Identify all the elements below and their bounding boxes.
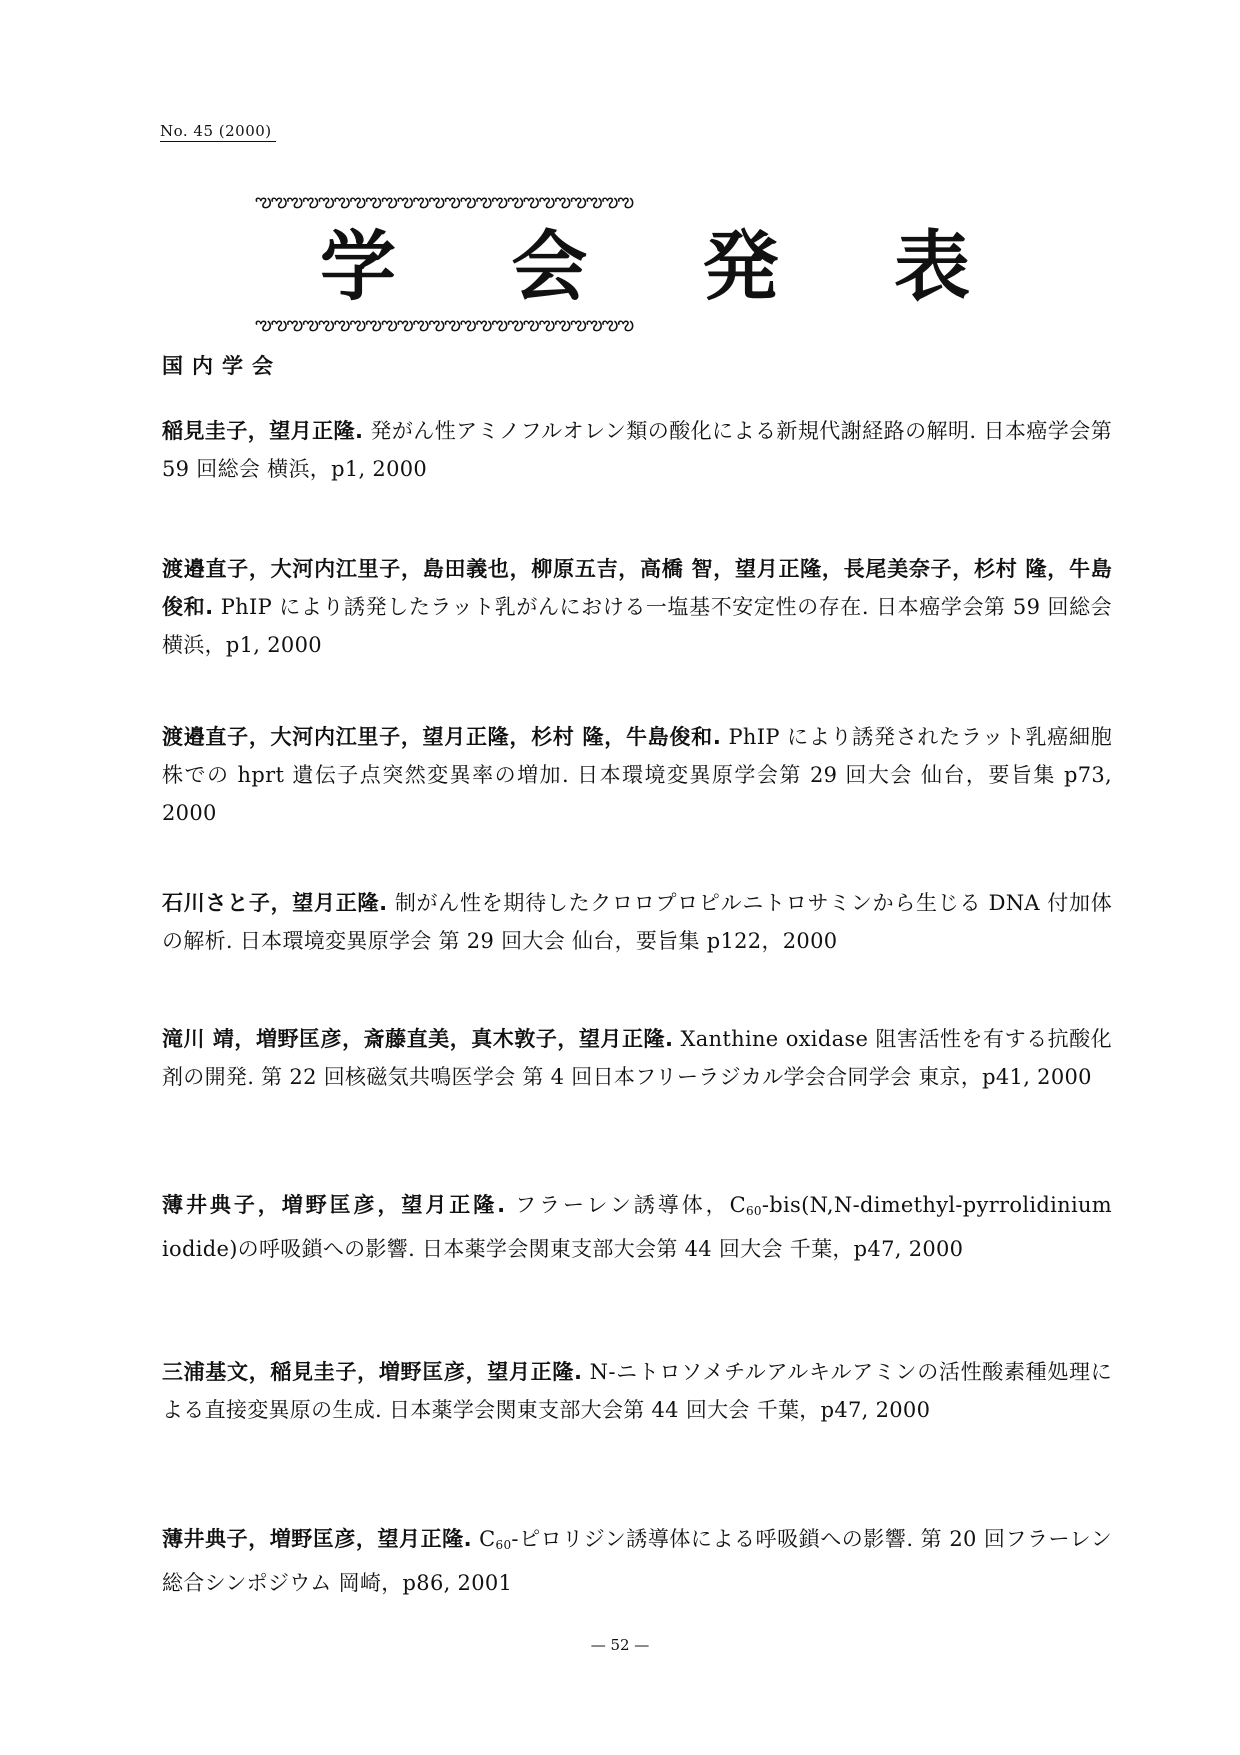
publication-entry [162, 1520, 1112, 1602]
publication-entry [162, 550, 1112, 664]
entry-text: PhIP により誘発したラット乳がんにおける一塩基不安定性の存在. 日本癌学会第 59 回総会 横浜，p1, 2000 [162, 595, 1112, 657]
entry-text: PhIP により誘発されたラット乳癌細胞株での hprt 遺伝子点突然変異率の増加. 日本環境変異原学会第 29 回大会 仙台，要旨集 p73, 2000 [162, 725, 1112, 825]
entry-text: Xanthine oxidase 阻害活性を有する抗酸化剤の開発. 第 22 回核磁気共鳴医学会 第 4 回日本フリーラジカル学会合同学会 東京，p41, 2000 [162, 1027, 1112, 1089]
publication-entry [162, 718, 1112, 832]
ornament-border-bottom: ఌఌఌఌఌఌఌఌఌఌఌఌఌఌఌఌఌఌఌఌఌఌఌఌ [255, 313, 634, 335]
subscript: 60 [495, 1538, 512, 1552]
entry-authors: 三浦基文，稲見圭子，増野匡彦，望月正隆. [162, 1360, 583, 1384]
section-heading: 国内学会 [162, 354, 282, 378]
entry-authors: 薄井典子，増野匡彦，望月正隆. [162, 1527, 472, 1551]
page-title [320, 215, 970, 311]
journal-issue-label: No. 45 (2000) [160, 122, 276, 142]
entry-text-pre: C [471, 1527, 496, 1551]
entry-text-pre: フラーレン誘導体，C [505, 1193, 746, 1217]
subscript: 60 [745, 1204, 762, 1218]
publication-entry [162, 1020, 1112, 1096]
entry-text: N-ニトロソメチルアルキルアミンの活性酸素種処理による直接変異原の生成. 日本薬学会関東支部大会第 44 回大会 千葉，p47, 2000 [162, 1360, 1112, 1422]
publication-entry [162, 1186, 1112, 1268]
title-char: 発 [702, 221, 779, 311]
entry-text: -ピロリジン誘導体による呼吸鎖への影響. 第 20 回フラーレン総合シンポジウム 岡崎，p86, 2001 [162, 1527, 1112, 1595]
title-char: 表 [893, 221, 970, 311]
entry-authors: 稲見圭子，望月正隆. [162, 419, 364, 443]
publication-entry [162, 412, 1112, 488]
entry-text: -bis(N,N-dimethyl-pyrrolidinium iodide)の呼吸鎖への影響. 日本薬学会関東支部大会第 44 回大会 千葉，p47, 2000 [162, 1193, 1112, 1261]
entry-authors: 石川さと子，望月正隆. [162, 891, 388, 915]
title-char: 会 [511, 221, 588, 311]
ornament-border-top: ఌఌఌఌఌఌఌఌఌఌఌఌఌఌఌఌఌఌఌఌఌఌఌఌ [255, 190, 634, 212]
publication-entry [162, 884, 1112, 960]
entry-text: 制がん性を期待したクロロプロピルニトロサミンから生じる DNA 付加体の解析. 日本環境変異原学会 第 29 回大会 仙台，要旨集 p122，2000 [162, 891, 1112, 953]
entry-authors: 滝川 靖，増野匡彦，斎藤直美，真木敦子，望月正隆. [162, 1027, 674, 1051]
entry-authors: 渡邉直子，大河内江里子，望月正隆，杉村 隆，牛島俊和. [162, 725, 722, 749]
entry-text: 発がん性アミノフルオレン類の酸化による新規代謝経路の解明. 日本癌学会第 59 回総会 横浜，p1, 2000 [162, 419, 1112, 481]
entry-authors: 薄井典子，増野匡彦，望月正隆. [162, 1193, 506, 1217]
page-number: — 52 — [590, 1636, 650, 1654]
entry-authors: 渡邉直子，大河内江里子，島田義也，柳原五吉，高橋 智，望月正隆，長尾美奈子，杉村 隆，牛島俊和. [162, 557, 1112, 619]
title-char: 学 [320, 221, 396, 311]
publication-entry [162, 1353, 1112, 1429]
